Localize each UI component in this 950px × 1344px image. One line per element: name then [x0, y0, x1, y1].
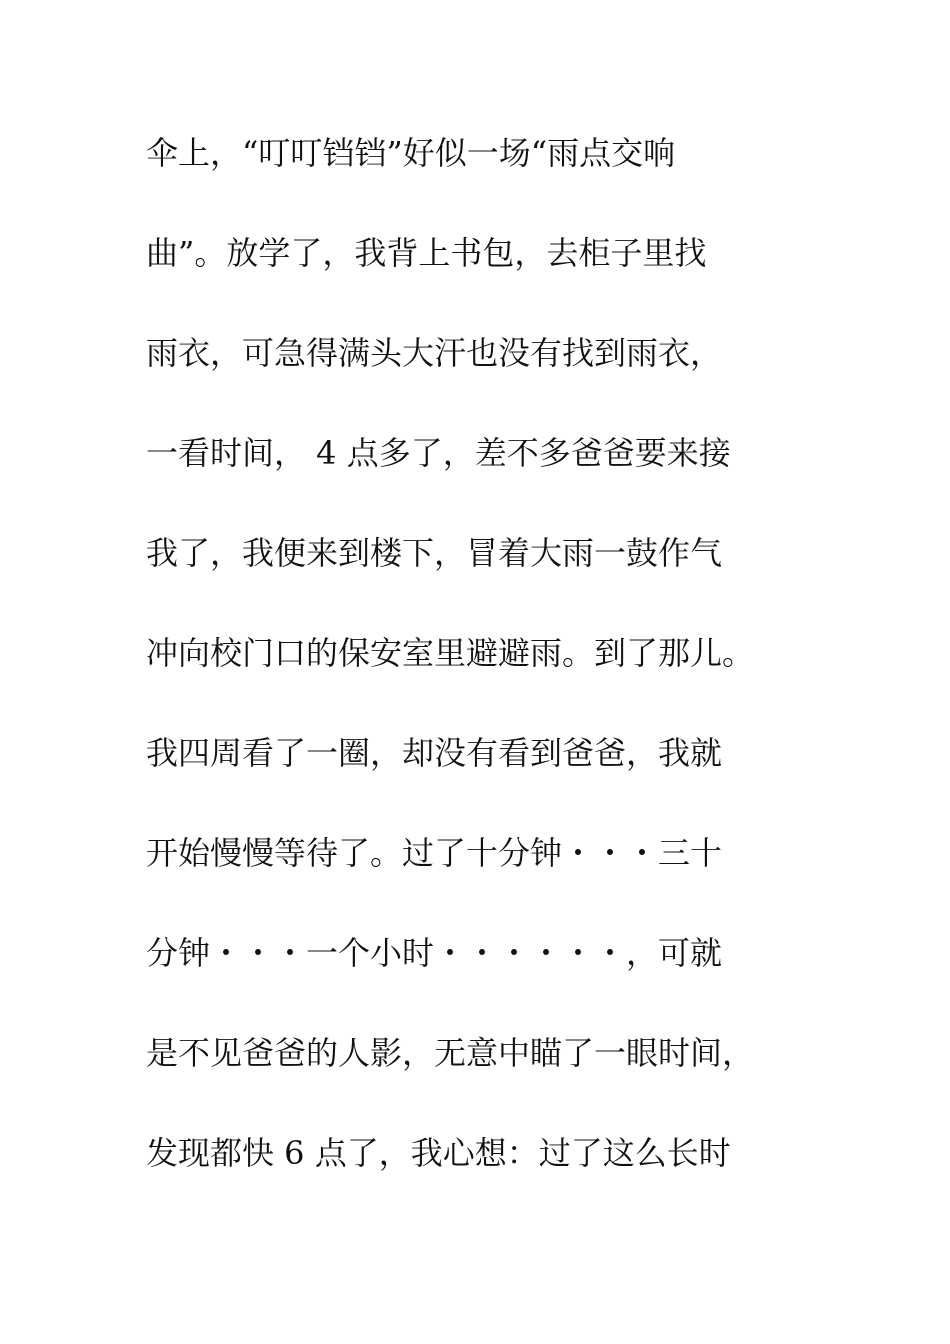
text-line: 曲”。放学了，我背上书包，去柜子里找 — [146, 234, 707, 272]
text-line: 我四周看了一圈，却没有看到爸爸，我就 — [146, 734, 723, 772]
text-line: 是不见爸爸的人影，无意中瞄了一眼时间， — [146, 1034, 755, 1072]
text-line: 发现都快 6 点了，我心想：过了这么长时 — [146, 1134, 731, 1172]
text-line: 分钟・・・一个小时・・・・・・，可就 — [146, 934, 723, 972]
text-line: 开始慢慢等待了。过了十分钟・・・三十 — [146, 834, 723, 872]
text-line: 雨衣，可急得满头大汗也没有找到雨衣， — [146, 334, 723, 372]
text-line: 一看时间， 4 点多了，差不多爸爸要来接 — [146, 434, 731, 472]
text-line: 伞上，“叮叮铛铛”好似一场“雨点交响 — [146, 134, 676, 172]
text-line: 我了，我便来到楼下，冒着大雨一鼓作气 — [146, 534, 723, 572]
body-text — [146, 126, 806, 1226]
text-line: 冲向校门口的保安室里避避雨。到了那儿。 — [146, 634, 755, 672]
